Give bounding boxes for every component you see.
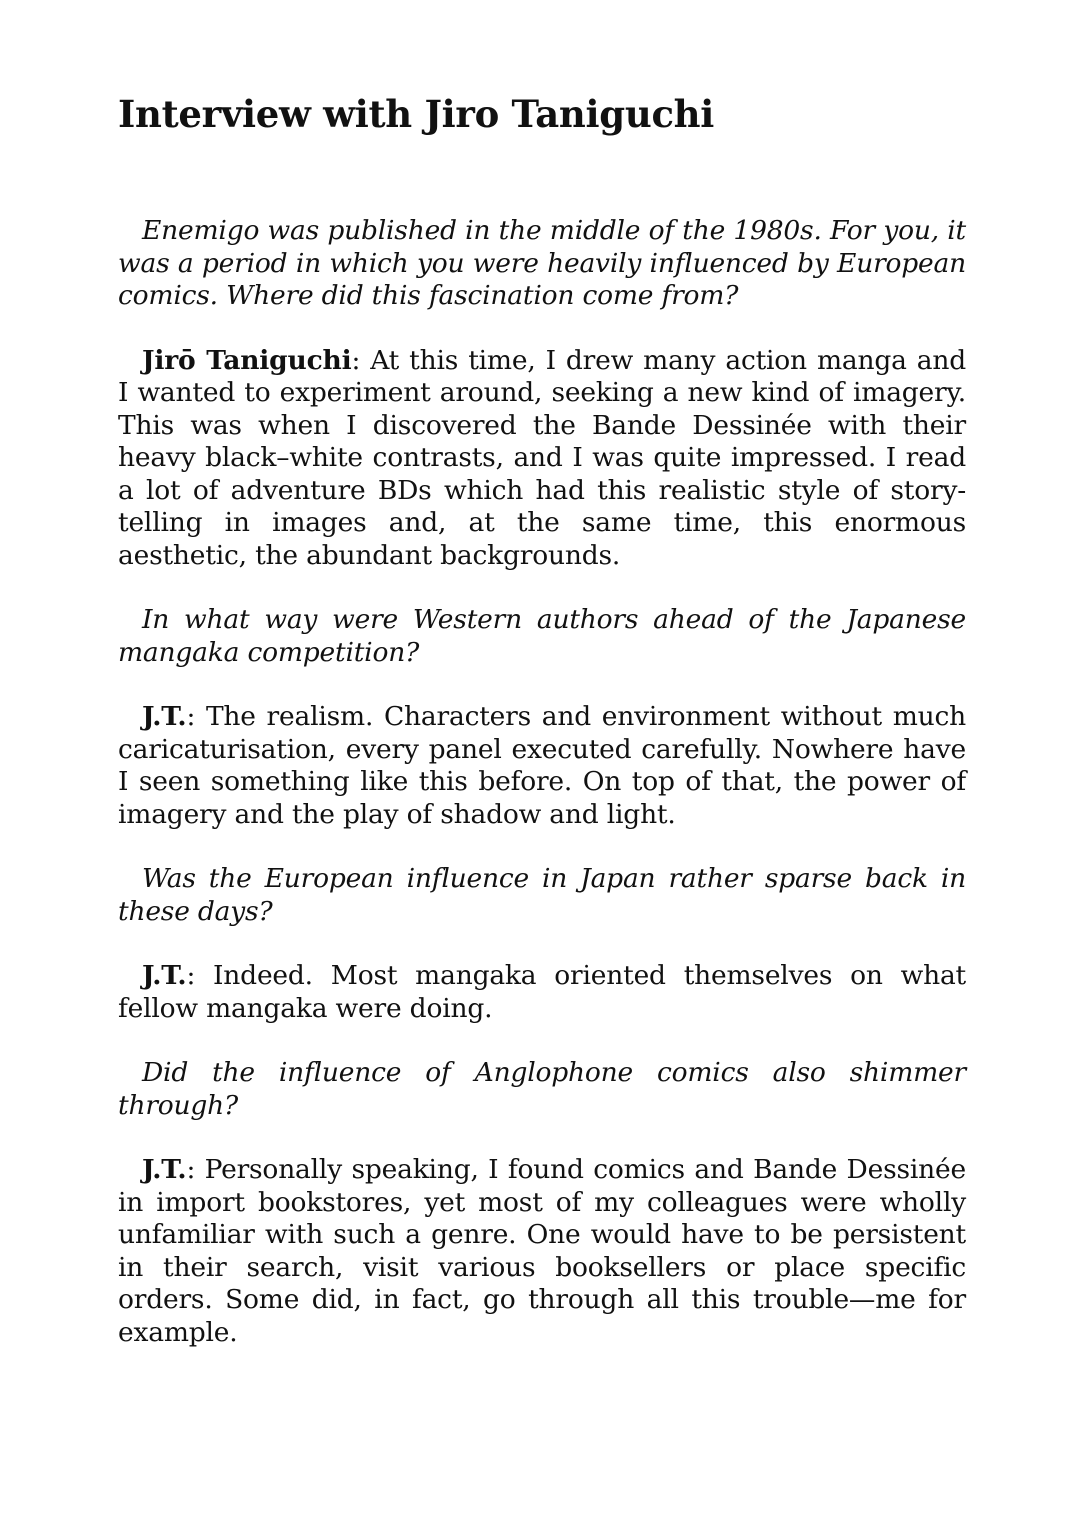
- speaker-name: J.T.: [142, 701, 187, 732]
- interview-question: [118, 863, 966, 928]
- question-text: Did the influence of Anglophone comics also shimmer through?: [118, 1057, 966, 1121]
- interview-answer: [118, 960, 966, 1025]
- speaker-name: J.T.: [142, 960, 187, 991]
- interview-answer: [118, 345, 966, 573]
- interview-question: [118, 604, 966, 669]
- question-text: Was the European influence in Japan rather sparse back in these days?: [118, 863, 966, 927]
- interview-body: [118, 215, 966, 1381]
- interview-answer: [118, 1154, 966, 1349]
- question-text: In what way were Western authors ahead of the Japanese mangaka competition?: [118, 604, 966, 668]
- interview-question: [118, 1057, 966, 1122]
- interview-question: [118, 215, 966, 313]
- document-title: Interview with Jiro Taniguchi: [118, 92, 715, 136]
- interview-answer: [118, 701, 966, 831]
- answer-text: : The realism. Characters and environment without much caricaturisation, every panel executed carefully. Nowhere have I seen something like this before. On top of that, the power of imagery and the play of shadow and light.: [118, 701, 966, 830]
- question-text: Enemigo was published in the middle of the 1980s. For you, it was a period in which you were heavily influenced by European comics. Where did this fascination come from?: [118, 215, 966, 311]
- speaker-name: Jirō Taniguchi: [142, 344, 352, 376]
- speaker-name: J.T.: [142, 1154, 187, 1185]
- answer-text: : Personally speaking, I found comics and Bande Dessinée in import bookstores, yet most of my colleagues were wholly unfamiliar with such a genre. One would have to be persistent in their search, visit various booksellers or place specific orders. Some did, in fact, go through all this trouble—me for example.: [118, 1154, 966, 1348]
- answer-text: : Indeed. Most mangaka oriented themselves on what fellow mangaka were doing.: [118, 960, 966, 1024]
- answer-text: : At this time, I drew many action manga and I wanted to experiment around, seeking a new kind of imagery. This was when I discovered the Bande Dessinée with their heavy black–white contrasts, and I was quite impressed. I read a lot of adventure BDs which had this realistic style of story-telling in images and, at the same time, this enormous aesthetic, the abundant backgrounds.: [118, 344, 966, 571]
